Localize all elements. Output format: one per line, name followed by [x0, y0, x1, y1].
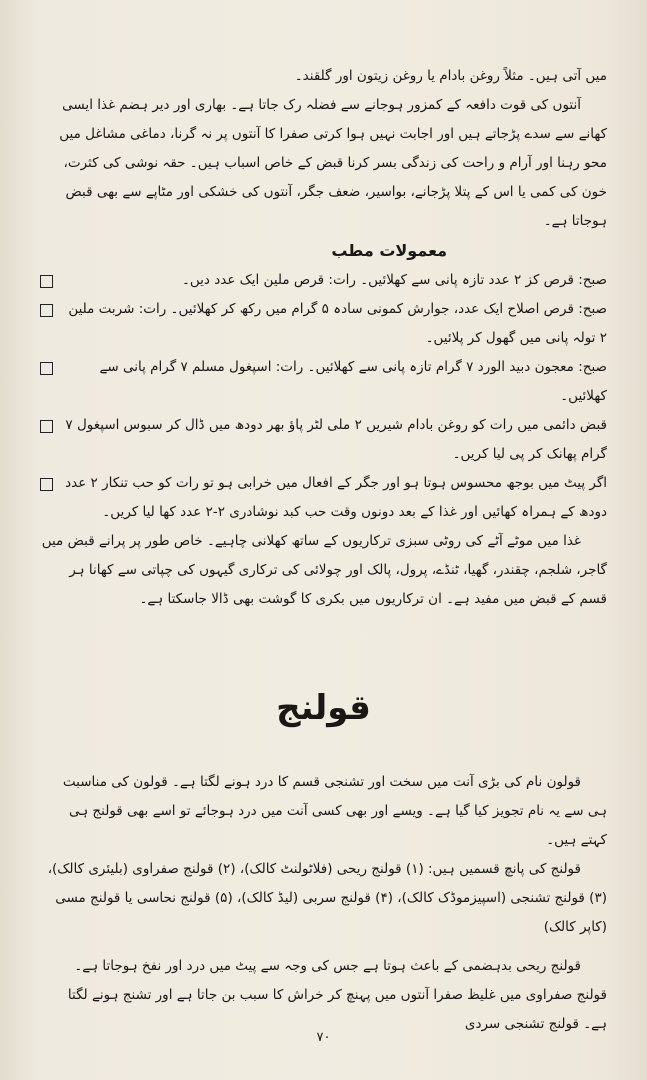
paragraph-causes: آنتوں کی قوت دافعہ کے کمزور ہوجانے سے فضلہ رک جاتا ہے۔ بھاری اور دیر ہضم غذا ایسی کھانے سے سدے پڑجاتے ہیں اور اجابت نہیں ہوا کرتی صفرا کا آنتوں پر نہ گرنا، دماغی مشاغل میں محو رہنا اور آرام و راحت کی زندگی بسر کرنا قبض کے خاص اسباب ہیں۔ حقہ نوشی کی کثرت، خون کی کمی یا اس کے پتلا پڑجانے، بواسیر، ضعف جگر، آنتوں کی خشکی اور مٹاپے سے بھی قبض ہوجاتا ہے۔ [59, 97, 607, 229]
remedy-item [40, 295, 607, 353]
remedy-item [40, 469, 607, 527]
paragraph-colic-types: قولنج کی پانچ قسمیں ہیں: (۱) قولنج ریحی (فلاٹولنٹ کالک)، (۲) قولنج صفراوی (بلیئری کالک)، (۳) قولنج تشنجی (اسپیزموڈک کالک)، (۴) قولنج سربی (لیڈ کالک)، (۵) قولنج نحاسی یا قولنج مسی (کاپر کالک) [47, 861, 607, 935]
remedy-item [40, 411, 607, 469]
remedy-text: صبح: قرص اصلاح ایک عدد، جوارش کمونی سادہ ۵ گرام میں رکھ کر کھلائیں۔ رات: شربت ملین ۲ تولہ پانی میں گھول کر پلائیں۔ [68, 301, 607, 346]
remedy-text: اگر پیٹ میں بوجھ محسوس ہوتا ہو اور جگر کے افعال میں خرابی ہو تو رات کو حب تنکار ۲ عدد دودھ کے ہمراہ کھائیں اور غذا کے بعد دونوں وقت حب کبد نوشادری ۲-۲ عدد کھا لیا کریں۔ [65, 475, 607, 520]
checkbox-icon [40, 304, 53, 317]
remedy-text: قبض دائمی میں رات کو روغن بادام شیریں ۲ ملی لٹر پاؤ بھر دودھ میں ڈال کر سبوس اسپغول ۷ گرام پھانک کر پی لیا کریں۔ [65, 417, 607, 462]
section-title: قولنج [276, 688, 371, 728]
colic-section [40, 768, 607, 1039]
checkbox-icon [40, 362, 53, 375]
top-section [40, 62, 607, 614]
paragraph-colic-causes: قولنج ریحی بدہضمی کے باعث ہوتا ہے جس کی وجہ سے پیٹ میں درد اور نفخ ہوجاتا ہے۔ قولنج صفراوی میں غلیظ صفرا آنتوں میں پہنچ کر خراش کا سبب بن جاتا ہے اور تشنج ہونے لگتا ہے۔ قولنج تشنجی سردی [67, 958, 607, 1032]
paragraph-colic-definition: قولون نام کی بڑی آنت میں سخت اور تشنجی قسم کا درد ہونے لگتا ہے۔ قولون کی مناسبت ہی سے یہ نام تجویز کیا گیا ہے۔ ویسے اور بھی کسی آنت میں درد ہوجائے تو اسے بھی قولنج ہی کہتے ہیں۔ [62, 774, 607, 848]
paragraph-diet: غذا میں موٹے آٹے کی روٹی سبزی ترکاریوں کے ساتھ کھلانی چاہیے۔ خاص طور پر پرانے قبض میں گاجر، شلجم، چقندر، گھیا، ٹنڈے، پرول، پالک اور چولائی کی ترکاری گیہوں کی چپاتی سے کھانا ہر قسم کے قبض میں مفید ہے۔ ان ترکاریوں میں بکری کا گوشت بھی ڈالا جاسکتا ہے۔ [41, 533, 607, 607]
remedies-heading: معمولات مطب [331, 241, 447, 260]
remedy-item [40, 266, 607, 295]
remedy-item [40, 353, 607, 411]
remedy-text: صبح: قرص کز ۲ عدد تازہ پانی سے کھلائیں۔ رات: قرص ملین ایک عدد دیں۔ [181, 272, 607, 288]
checkbox-icon [40, 478, 53, 491]
remedy-text: صبح: معجون دبید الورد ۷ گرام تازہ پانی سے کھلائیں۔ رات: اسپغول مسلم ۷ گرام پانی سے کھلائیں۔ [99, 359, 607, 404]
checkbox-icon [40, 420, 53, 433]
paragraph-intro-line: میں آتی ہیں۔ مثلاً روغن بادام یا روغن زیتون اور گلقند۔ [294, 68, 607, 84]
page-number: ۷۰ [316, 1030, 331, 1045]
checkbox-icon [40, 275, 53, 288]
remedies-list [40, 266, 607, 527]
